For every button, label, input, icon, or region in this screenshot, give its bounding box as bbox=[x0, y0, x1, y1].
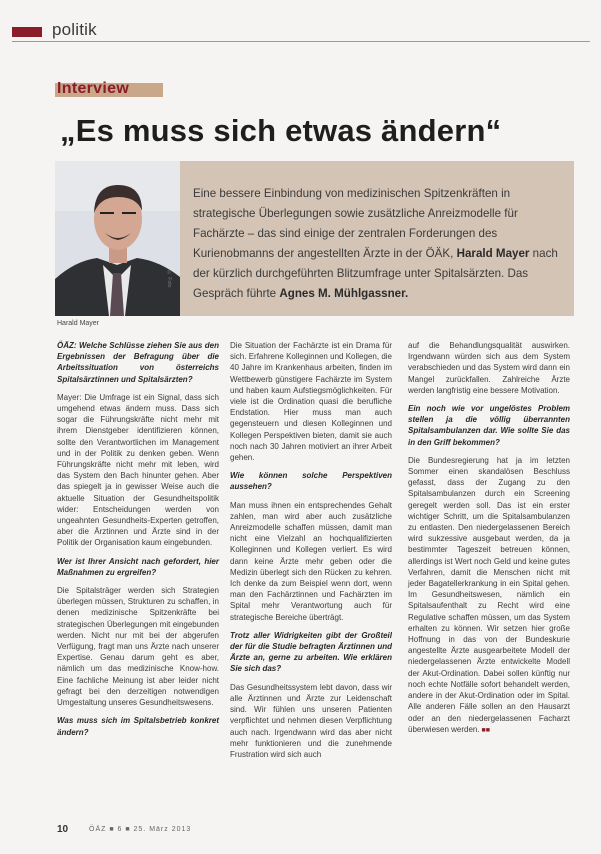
headline: „Es muss sich etwas ändern“ bbox=[60, 113, 502, 148]
interview-answer: Die Spitalsträger werden sich Strategien überlegen müssen, Strukturen zu schaffen, in denen medizinische Spitzenkräfte bei strategischen Überlegungen mit eingebunden werden. Nicht nur mit bei der abgerufen Verfügung, fragt man uns Ärzte nach unserer Expertise. Genau darum geht es aber, nämlich um das medizinische Know-how. Eine fachliche Meinung ist aber leider nicht gefragt bei den derzeitigen notwendigen Umgestaltung unseres Gesundheitswesens. bbox=[57, 586, 219, 708]
photo-credit: © Foto bbox=[166, 270, 172, 288]
interview-answer: Man muss ihnen ein entsprechendes Gehalt zahlen, man wird aber auch zusätzliche Anreizmodelle schaffen müssen, damit man nicht eine Vielzahl an hochqualifizierten Kolleginnen und Kollegen verliert. Es wird dann keine Ärzte mehr geben oder die Medizin überlegt sich den Rücken zu kehren. Ich denke da zum Beispiel wenn dort, wenn man den Fachärztinnen und Fachärzten im Spital mehr Verantwortung auch für strategische Bereiche überträgt. bbox=[230, 500, 392, 622]
text-column-2 bbox=[230, 340, 392, 767]
interview-question: ÖÄZ: Welche Schlüsse ziehen Sie aus den Ergebnissen der Befragung über die Arbeitssituation von österreichs Spitalsärztinnen und Spitalsärzten? bbox=[57, 341, 219, 384]
interview-badge-label: Interview bbox=[57, 80, 130, 97]
interview-answer: Die Situation der Fachärzte ist ein Drama für sich. Erfahrene Kolleginnen und Kollegen, die 40 Jahre im Krankenhaus arbeiten, finden im Wettbewerb günstigere Fachärzte im System und haben kaum Aufstiegsmöglichkeiten. Für viele ist die Ordination quasi die berufliche Endstation. Hier muss man auch gegensteuern und diesen Kolleginnen und Kollegen Perspektiven bieten, damit sie auch noch nach 30 Jahren motiviert an ihrer Arbeit gehen. bbox=[230, 341, 392, 463]
lead-text-2: nach der kürzlich durchgeführten Blitzumfrage unter Spitalsärzten. Das Gespräch führte bbox=[193, 247, 558, 300]
interview-question: Trotz aller Widrigkeiten gibt der Großteil der für die Studie befragten Ärztinnen und Ärzte an, gerne zu arbeiten. Wie erklären Sie sich das? bbox=[230, 630, 392, 674]
footer-info: ÖÄZ ■ 6 ■ 25. März 2013 bbox=[89, 826, 192, 833]
article-end-mark: ■■ bbox=[479, 726, 491, 734]
interview-question: Wie können solche Perspektiven aussehen? bbox=[230, 471, 392, 492]
lead-text: Eine bessere Einbindung von medizinischen Spitzenkräften in strategische Überlegungen sowie zusätzliche Anreizmodelle für Fachärzte – das sind einige der zentralen Forderungen des Kurienobmanns der angestellten Ärzte in der ÖÄK, bbox=[193, 187, 518, 260]
interview-question: Wer ist Ihrer Ansicht nach gefordert, hier Maßnahmen zu ergreifen? bbox=[57, 556, 219, 577]
interview-question: Ein noch wie vor ungelöstes Problem stellen ja die völlig überrannten Spitalsambulanzen dar. Wie sollte Sie das in den Griff bekommen? bbox=[408, 404, 570, 447]
interview-answer: Die Bundesregierung hat ja im letzten Sommer einen skandalösen Beschluss gefasst, dass der Zugang zu den Spitalsambulanzen durch ein Screening geregelt werden soll. Das ist ein erster wichtiger Schritt, um die Spitalsambulanzen zu entlasten. Den niedergelassenen Bereich wird sukzessive ausgebaut werden, da ja bestimmter Tageszeit betreuen können, allerdings ist Wert noch Geld und keine gutes Verfahren, damit die Menschen nicht mit jeder Bagatellerkrankung in ein Spital gehen. Im Gesundheitswesen, nämlich ein Spitalsaufenthalt zu Recht wird eine Regulative schaffen müssen, um das System erhalten zu können. Wir setzen hier große Hoffnung in das von der Bundeskurie angestellte Ärzte ausgearbeitete Modell der niedergelassenen Ärzte entwickelte Modell der Akut-Ordination. Dabei sollen künftig nur noch echte Notfälle sofort behandelt werden, andere in der Akut-Ordination oder im Spital. Alle anderen Fälle sollen an den Hausarzt oder an den niedergelassenen Facharzt überwiesen werden. ■■ bbox=[408, 455, 570, 734]
photo-caption: Harald Mayer bbox=[57, 320, 100, 327]
interview-answer: auf die Behandlungsqualität auswirken. Irgendwann würden sich aus dem System verabschieden und das System wird dann ein Mangel zurückfallen. Zahlreiche Ärzte werden langfristig eine bessere Motivation. bbox=[408, 341, 570, 395]
lead-interviewee: Harald Mayer bbox=[456, 247, 530, 260]
text-column-3 bbox=[408, 340, 570, 743]
portrait-photo bbox=[55, 161, 180, 316]
lead-author: Agnes M. Mühlgassner. bbox=[279, 287, 409, 300]
page-number: 10 bbox=[57, 824, 69, 835]
lead-paragraph bbox=[193, 184, 565, 304]
section-name: politik bbox=[52, 20, 97, 39]
text-column-1 bbox=[57, 340, 219, 745]
section-color-block bbox=[12, 27, 42, 37]
interview-answer: Das Gesundheitssystem lebt davon, dass wir alle Ärztinnen und Ärzte zur Leidenschaft sind. Wir fühlen uns unseren Patienten verpflichtet und nehmen diesen Verpflichtung auch nach. Irgendwann wird das aber nicht mehr funktionieren und die zunehmende Frustration wird sich auch bbox=[230, 682, 392, 759]
section-rule bbox=[12, 41, 590, 42]
interview-question: Was muss sich im Spitalsbetrieb konkret ändern? bbox=[57, 716, 219, 737]
portrait-image bbox=[55, 161, 180, 316]
interview-badge bbox=[55, 80, 163, 97]
interview-answer: Mayer: Die Umfrage ist ein Signal, dass sich umgehend etwas ändern muss. Dass sich sogar die Führungskräfte nicht mehr mit ihrem Dienstgeber identifizieren können, sollte den Verantwortlichen im Management und in der Politik zu denken geben. Wenn Führungskräfte nicht mehr mit leben, wird das System den Bach hinunter gehen. Aber das spiegelt ja in gewisser Weise auch die aktuelle Situation der Gesundheitspolitik wider: Entscheidungen werden von ungeahnten Gesundheits-Experten getroffen, aber die Ärztinnen und Ärzte sind in der Politik der Organisation kaum eingebunden. bbox=[57, 392, 219, 548]
